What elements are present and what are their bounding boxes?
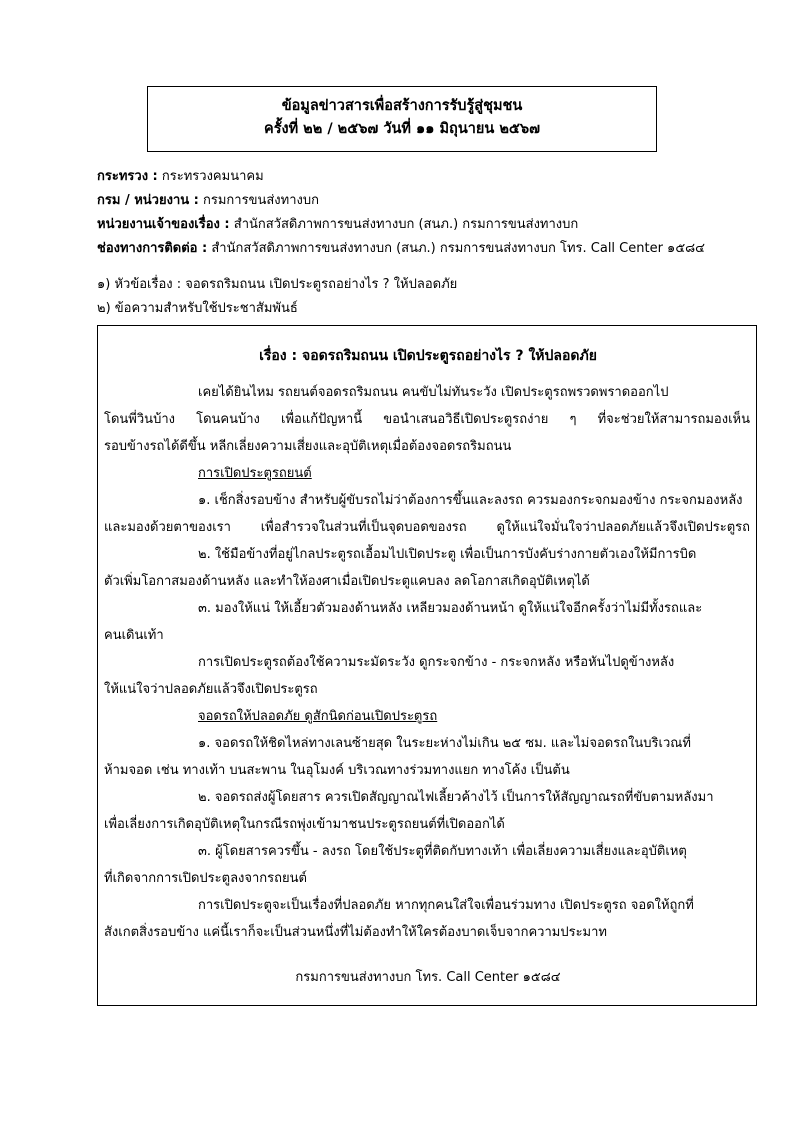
article-intro-line: เคยได้ยินไหม รถยนต์จอดรถริมถนน คนขับไม่ทันระวัง เปิดประตูรถพรวดพราดออกไป bbox=[198, 385, 669, 400]
article-closing: การเปิดประตูจะเป็นเรื่องที่ปลอดภัย หากทุกคนใส่ใจเพื่อนร่วมทาง เปิดประตูรถ จอดให้ถูกที่ bbox=[198, 898, 694, 913]
article-box bbox=[97, 325, 757, 1006]
meta-contact bbox=[97, 237, 705, 258]
section2-item2: ๒. จอดรถส่งผู้โดยสาร ควรเปิดสัญญาณไฟเลี้ยวค้างไว้ เป็นการให้สัญญาณรถที่ขับตามหลังมา bbox=[198, 790, 714, 805]
meta-owner bbox=[97, 213, 578, 234]
section1-item1: ๑. เช็กสิ่งรอบข้าง สำหรับผู้ขับรถไม่ว่าต้องการขึ้นและลงรถ ควรมองกระจกมองข้าง กระจกมองหลัง bbox=[198, 493, 743, 508]
section2-item3: ๓. ผู้โดยสารควรขึ้น - ลงรถ โดยใช้ประตูที่ติดกับทางเท้า เพื่อเลี่ยงความเสี่ยงและอุบัติเหตุ bbox=[198, 844, 687, 859]
section1-item2-cont: ตัวเพิ่มโอกาสมองด้านหลัง และทำให้องศาเมื่อเปิดประตูแคบลง ลดโอกาสเกิดอุบัติเหตุได้ bbox=[104, 574, 590, 589]
article-intro-line: โดนพี่วินบ้าง โดนคนบ้าง เพื่อแก้ปัญหานี้ ขอนำเสนอวิธีเปิดประตูรถง่าย ๆ ที่จะช่วยให้สามารถมองเห็น bbox=[104, 412, 750, 427]
section1-item2: ๒. ใช้มือข้างที่อยู่ไกลประตูรถเอื้อมไปเปิดประตู เพื่อเป็นการบังคับร่างกายตัวเองให้มีการบิด bbox=[198, 547, 697, 562]
section1-summary: การเปิดประตูรถต้องใช้ความระมัดระวัง ดูกระจกข้าง - กระจกหลัง หรือหันไปดูข้างหลัง bbox=[198, 655, 675, 670]
section2-item1: ๑. จอดรถให้ชิดไหล่ทางเลนซ้ายสุด ในระยะห่างไม่เกิน ๒๕ ซม. และไม่จอดรถในบริเวณที่ bbox=[198, 736, 691, 751]
section1-item3-cont: คนเดินเท้า bbox=[104, 628, 164, 643]
section-heading-opening: การเปิดประตูรถยนต์ bbox=[198, 466, 312, 481]
meta-ministry bbox=[97, 165, 264, 186]
meta-department-label: กรม / หน่วยงาน : bbox=[97, 193, 199, 208]
section1-item1-cont: และมองด้วยตาของเรา เพื่อสำรวจในส่วนที่เป็นจุดบอดของรถ ดูให้แน่ใจมั่นใจว่าปลอดภัยแล้วจึงเปิดประตูรถ bbox=[104, 520, 750, 535]
meta-department-value: กรมการขนส่งทางบก bbox=[198, 193, 319, 208]
article-closing-cont: สังเกตสิ่งรอบข้าง แค่นี้เราก็จะเป็นส่วนหนึ่งที่ไม่ต้องทำให้ใครต้องบาดเจ็บจากความประมาท bbox=[104, 925, 607, 940]
meta-owner-label: หน่วยงานเจ้าของเรื่อง : bbox=[97, 217, 230, 232]
document-title: ข้อมูลข่าวสารเพื่อสร้างการรับรู้สู่ชุมชน bbox=[281, 98, 523, 114]
section1-summary-cont: ให้แน่ใจว่าปลอดภัยแล้วจึงเปิดประตูรถ bbox=[104, 682, 318, 697]
meta-owner-value: สำนักสวัสดิภาพการขนส่งทางบก (สนภ.) กรมการขนส่งทางบก bbox=[229, 217, 579, 232]
topic-message: ๒) ข้อความสำหรับใช้ประชาสัมพันธ์ bbox=[97, 301, 298, 316]
section2-item1-cont: ห้ามจอด เช่น ทางเท้า บนสะพาน ในอุโมงค์ บริเวณทางร่วมทางแยก ทางโค้ง เป็นต้น bbox=[104, 763, 570, 778]
section2-item2-cont: เพื่อเลี่ยงการเกิดอุบัติเหตุในกรณีรถพุ่งเข้ามาชนประตูรถยนต์ที่เปิดออกได้ bbox=[104, 817, 505, 832]
section1-item3: ๓. มองให้แน่ ให้เอี้ยวตัวมองด้านหลัง เหลียวมองด้านหน้า ดูให้แน่ใจอีกครั้งว่าไม่มีทั้งรถและ bbox=[198, 601, 703, 616]
section2-item3-cont: ที่เกิดจากการเปิดประตูลงจากรถยนต์ bbox=[104, 871, 307, 886]
meta-ministry-value: กระทรวงคมนาคม bbox=[157, 169, 264, 184]
meta-contact-label: ช่องทางการติดต่อ : bbox=[97, 241, 208, 256]
document-issue-line: ครั้งที่ ๒๒ / ๒๕๖๗ วันที่ ๑๑ มิถุนายน ๒๕๖๗ bbox=[264, 121, 540, 137]
meta-department bbox=[97, 189, 319, 210]
article-intro-line: รอบข้างรถได้ดีขึ้น หลีกเลี่ยงความเสี่ยงและอุบัติเหตุเมื่อต้องจอดรถริมถนน bbox=[104, 439, 512, 454]
section-heading-parking: จอดรถให้ปลอดภัย ดูสักนิดก่อนเปิดประตูรถ bbox=[198, 709, 438, 724]
article-title: เรื่อง : จอดรถริมถนน เปิดประตูรถอย่างไร ? ให้ปลอดภัย bbox=[259, 348, 597, 364]
meta-ministry-label: กระทรวง : bbox=[97, 169, 158, 184]
topic-heading: ๑) หัวข้อเรื่อง : จอดรถริมถนน เปิดประตูรถอย่างไร ? ให้ปลอดภัย bbox=[97, 277, 458, 292]
document-header-box bbox=[147, 86, 657, 152]
meta-contact-value: สำนักสวัสดิภาพการขนส่งทางบก (สนภ.) กรมการขนส่งทางบก โทร. Call Center ๑๕๘๔ bbox=[207, 241, 706, 256]
article-footer-contact: กรมการขนส่งทางบก โทร. Call Center ๑๕๘๔ bbox=[295, 970, 561, 985]
